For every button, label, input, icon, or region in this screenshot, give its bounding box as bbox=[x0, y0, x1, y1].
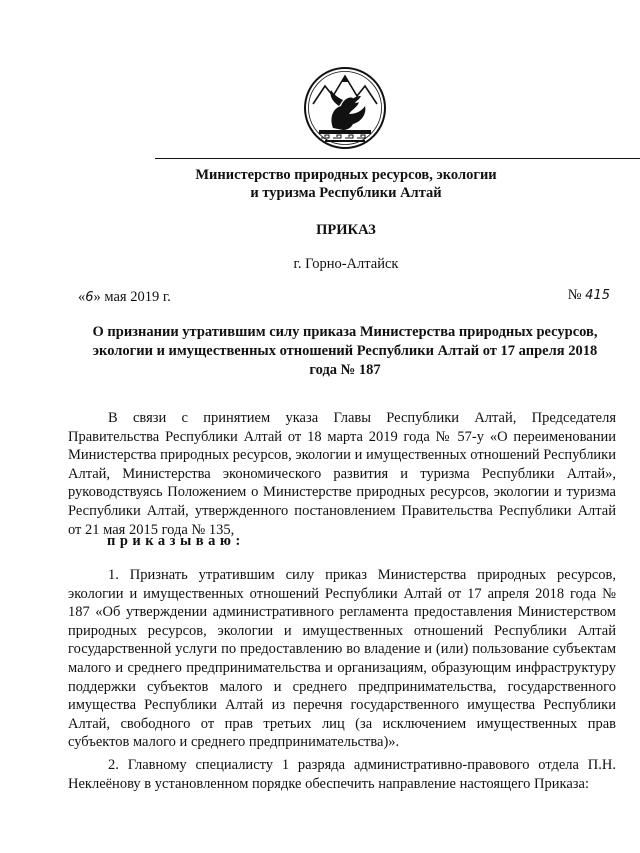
order-title: ПРИКАЗ bbox=[316, 222, 376, 238]
item-1-paragraph: 1. Признать утратившим силу приказ Министерства природных ресурсов, экологии и имущественных отношений Республики Алтай от 17 апреля 2018 года № 187 «Об утверждении административного регламента предоставления Министерством природных ресурсов, экологии и имущественных отношений Республики Алтай государственной услуги по предоставлению во владение и (или) пользование субъектам малого и среднего предпринимательства и организациям, образующим инфраструктуру поддержки субъектов малого и среднего предпринимательства, государственного имущества Республики Алтай из перечня государственного имущества Республики Алтай, свободного от прав третьих лиц (за исключением имущественных прав субъектов малого и среднего предпринимательства)». bbox=[68, 567, 616, 751]
order-number bbox=[568, 287, 610, 304]
heading-line-3: года № 187 bbox=[309, 362, 381, 378]
date-day-handwritten: 6 bbox=[85, 290, 94, 305]
header-rule bbox=[155, 158, 640, 159]
heading-line-2: экологии и имущественных отношений Республики Алтай от 17 апреля 2018 bbox=[92, 343, 598, 359]
heading-line-1: О признании утратившим силу приказа Министерства природных ресурсов, bbox=[92, 324, 598, 340]
preamble-paragraph: В связи с принятием указа Главы Республики Алтай, Председателя Правительства Республики Алтай от 18 марта 2019 года № 57-у «О переименовании Министерства природных ресурсов, экологии и имущественных отношений Республики Алтай, Министерства экономического развития и туризма Республики Алтай», руководствуясь Положением о Министерстве природных ресурсов, экологии и туризма Республики Алтай, утвержденного постановлением Правительства Республики Алтай от 21 мая 2015 года № 135, bbox=[68, 410, 616, 538]
order-city: г. Горно-Алтайск bbox=[293, 256, 399, 272]
ministry-line-2: и туризма Республики Алтай bbox=[250, 185, 442, 201]
number-value-handwritten: 415 bbox=[585, 288, 610, 303]
number-label: № bbox=[567, 287, 582, 303]
order-heading bbox=[74, 323, 616, 380]
date-open-quote: « bbox=[78, 289, 86, 305]
ministry-line-1: Министерство природных ресурсов, экологии bbox=[195, 167, 497, 183]
ministry-name bbox=[160, 166, 532, 202]
order-date bbox=[78, 289, 171, 306]
decree-word: приказываю: bbox=[107, 533, 245, 549]
republic-altai-emblem-icon bbox=[303, 66, 387, 150]
item-2-paragraph: 2. Главному специалисту 1 разряда административно-правового отдела П.Н. Неклеёнову в установленном порядке обеспечить направление настоящего Приказа: bbox=[68, 757, 616, 792]
date-rest: » мая 2019 г. bbox=[93, 289, 171, 305]
